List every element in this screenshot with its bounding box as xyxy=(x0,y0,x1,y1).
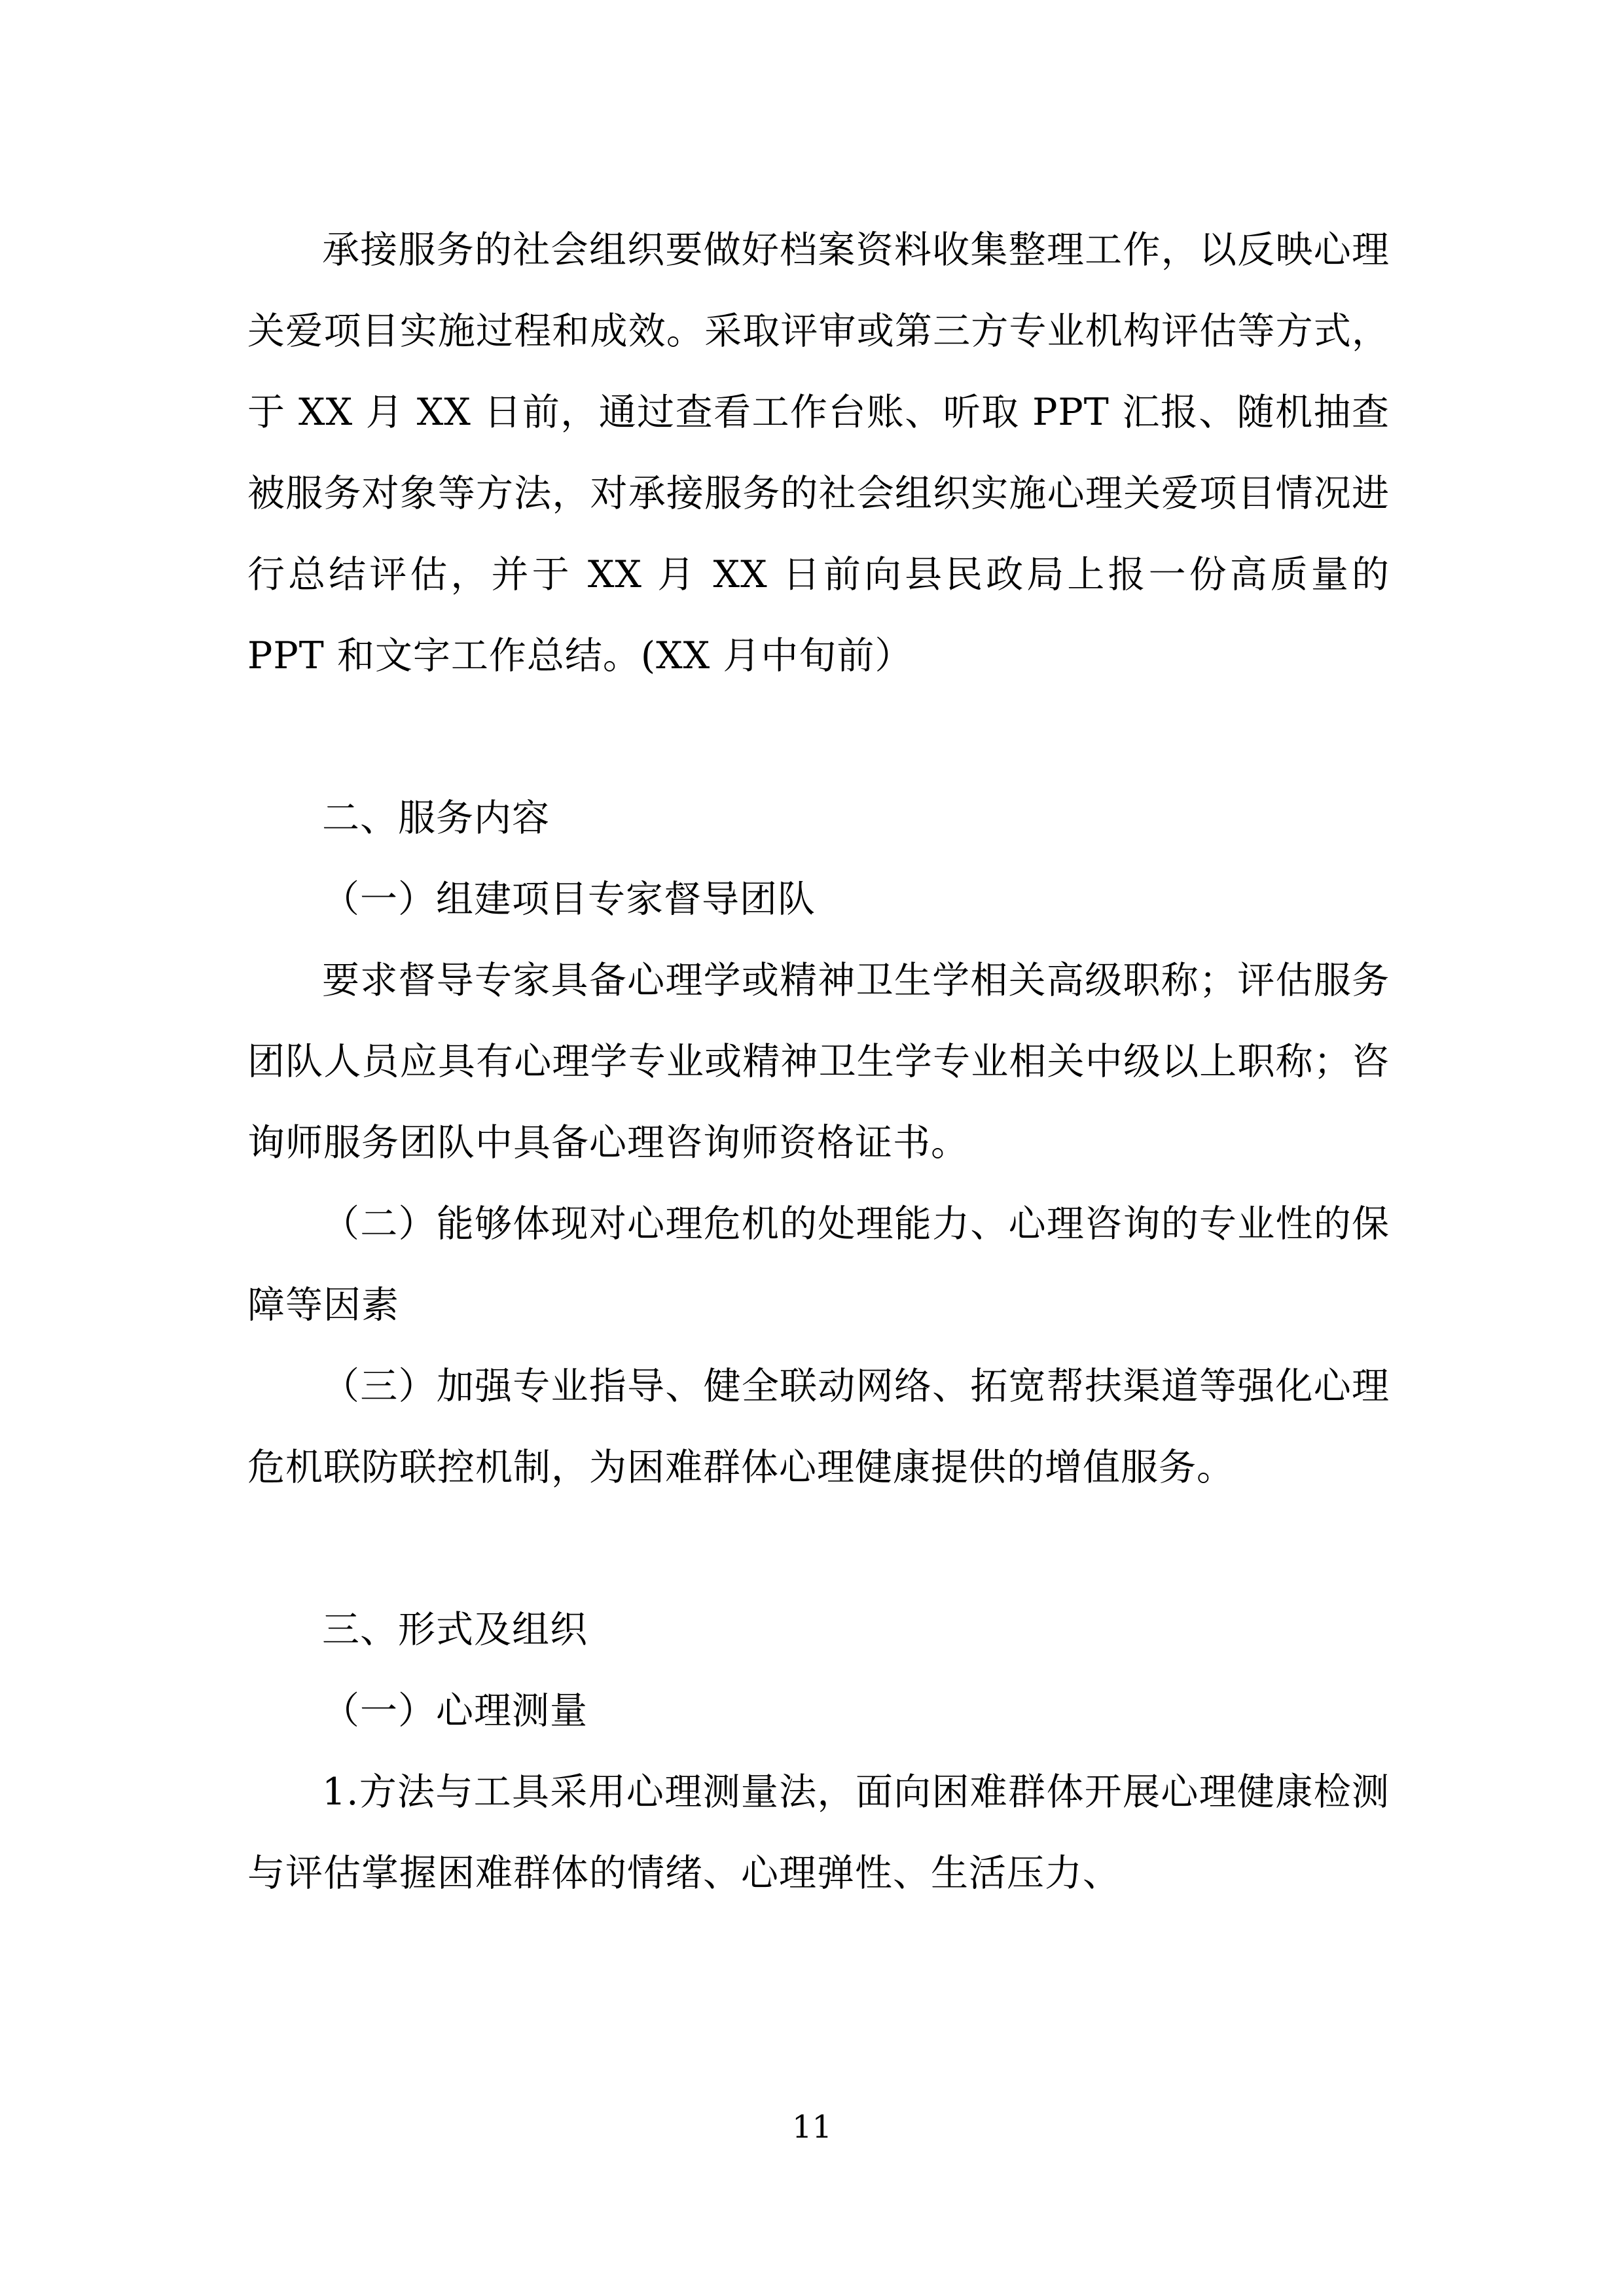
paragraph-method-tools: 1.方法与工具采用心理测量法，面向困难群体开展心理健康检测与评估掌握困难群体的情绪、心理弹性、生活压力、 xyxy=(247,1770,1390,1895)
paragraph-archive-evaluation: 承接服务的社会组织要做好档案资料收集整理工作，以反映心理关爱项目实施过程和成效。采取评审或第三方专业机构评估等方式，于 XX 月 XX 日前，通过查看工作台账、听取 PPT 汇报、随机抽查被服务对象等方法，对承接服务的社会组织实施心理关爱项目情况进行总结评估，并于 XX 月 XX 日前向县民政局上报一份高质量的 PPT 和文字工作总结。(XX 月中旬前） xyxy=(247,228,1403,677)
section-gap xyxy=(247,696,1390,778)
subheading-professional-guidance: （三）加强专业指导、健全联动网络、拓宽帮扶渠道等强化心理危机联防联控机制，为困难群体心理健康提供的增值服务。 xyxy=(247,1365,1390,1489)
subheading-crisis-capability: （二）能够体现对心理危机的处理能力、心理咨询的专业性的保障等因素 xyxy=(247,1202,1390,1327)
document-body xyxy=(247,209,1403,1914)
section-gap xyxy=(247,1508,1390,1589)
subheading-expert-team: （一）组建项目专家督导团队 xyxy=(322,878,816,921)
paragraph-expert-requirements: 要求督导专家具备心理学或精神卫生学相关高级职称；评估服务团队人员应具有心理学专业或精神卫生学专业相关中级以上职称；咨询师服务团队中具备心理咨询师资格证书。 xyxy=(247,959,1390,1164)
section-heading-form-organization: 三、形式及组织 xyxy=(322,1608,588,1651)
page-number: 11 xyxy=(791,2109,833,2145)
section-heading-service-content: 二、服务内容 xyxy=(322,797,550,840)
subheading-psych-measurement: （一）心理测量 xyxy=(322,1689,588,1732)
